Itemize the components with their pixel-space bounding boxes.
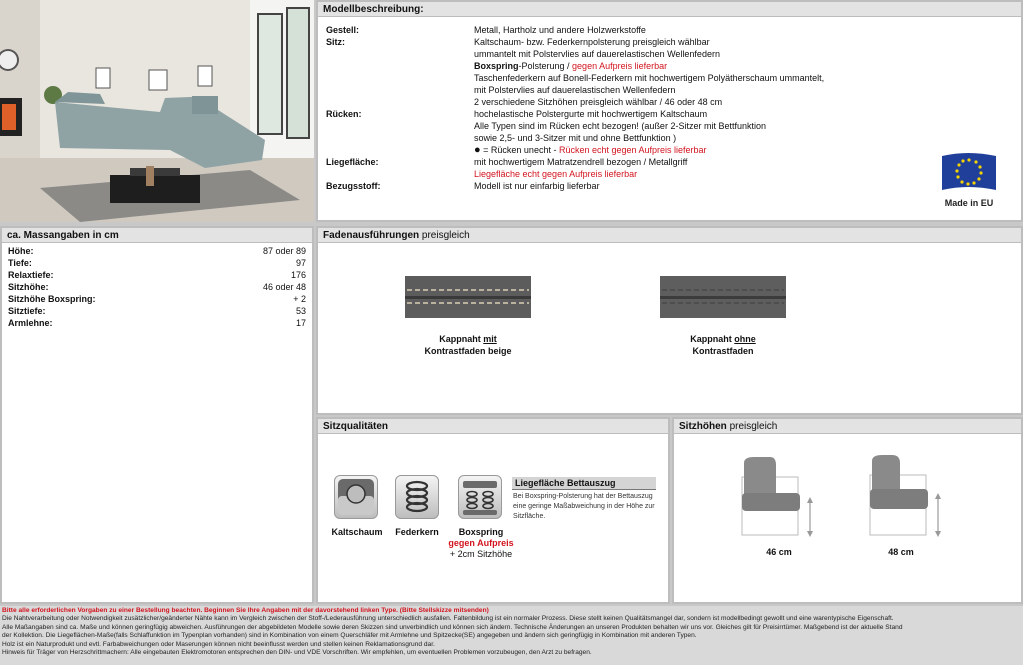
boxspring-icon — [458, 475, 502, 519]
row-line: Metall, Hartholz und andere Holzwerkstoffe — [474, 25, 646, 35]
description-rows — [326, 24, 886, 192]
dimension-row — [8, 305, 306, 317]
dimension-label: Relaxtiefe: — [8, 270, 54, 280]
row-value — [474, 108, 886, 156]
option-emphasis: mit — [483, 334, 497, 344]
row-line — [474, 60, 886, 72]
seat-heights-title-suffix: preisgleich — [729, 421, 778, 432]
model-description-panel — [316, 0, 1023, 222]
bullet-dot-icon: ● — [474, 144, 481, 156]
option-line: Kontrastfaden beige — [424, 346, 512, 356]
surcharge-note: Liegefläche echt gegen Aufpreis lieferbar — [474, 169, 638, 179]
thread-swatch-contrast — [405, 276, 531, 318]
seat-heights-title-bold: Sitzhöhen — [679, 421, 727, 432]
thread-option-contrast-label — [398, 333, 538, 357]
thread-title-suffix: preisgleich — [421, 230, 470, 241]
row-line: mit hochwertigem Matratzendrell bezogen / Metallgriff — [474, 157, 688, 167]
model-description-title: Modellbeschreibung: — [318, 2, 1021, 17]
row-line: mit Polstervlies auf dauerelastischen Wellenfedern — [474, 85, 676, 95]
seat-height-48-icon — [864, 455, 954, 539]
cold-foam-icon — [334, 475, 378, 519]
row-line: 2 verschiedene Sitzhöhen preisgleich wählbar / 46 oder 48 cm — [474, 97, 723, 107]
row-line: Taschenfederkern auf Bonell-Federkern mit hochwertigem Polyätherschaum ummantelt, — [474, 73, 825, 83]
boxspring-height-note: + 2cm Sitzhöhe — [449, 549, 513, 559]
seat-qualities-title: Sitzqualitäten — [318, 419, 668, 434]
dimension-label: Sitzhöhe Boxspring: — [8, 294, 96, 304]
row-bezugsstoff — [326, 180, 886, 192]
footer-line: Alle Maßangaben sind ca. Maße und können geringfügig abweichen. Ausführungen der abgebildeten Modelle sowie deren Skizzen sind unverbindlich und können sich ändern. Technische Änderungen an unseren Produkten behalten wir uns vor. Gleiches gilt für Preisirrtümer. Maßgebend ist der aktuelle Stand — [2, 623, 903, 631]
dimensions-title: ca. Massangaben in cm — [2, 228, 312, 243]
row-gestell — [326, 24, 886, 36]
made-in-eu-label: Made in EU — [944, 198, 994, 208]
dimension-value: 53 — [295, 306, 306, 316]
boxspring-word: Boxspring — [474, 61, 519, 71]
dimension-value: 97 — [295, 258, 306, 268]
dimension-label: Höhe: — [8, 246, 34, 256]
seat-qualities-panel — [316, 417, 670, 604]
dimension-value: 87 oder 89 — [262, 246, 306, 256]
quality-label: Kaltschaum — [331, 527, 383, 537]
footer-line: Hinweis für Träger von Herzschrittmachern: Alle eingebauten Elektromotoren entsprechen den DIN- und VDE Vorschriften. Wir empfehlen, um eventuellen Problemen vorzubeugen, den Arzt zu befragen. — [2, 649, 592, 657]
row-ruecken — [326, 108, 886, 156]
row-value — [474, 24, 886, 36]
surcharge-note: Rücken echt gegen Aufpreis lieferbar — [558, 145, 707, 155]
spring-core-icon — [395, 475, 439, 519]
seat-heights-panel — [672, 417, 1023, 604]
footer-line: Holz ist ein Naturprodukt und evtl. Farbabweichungen oder Maserungen können nicht beeinflusst werden und stellen keinen Reklamationsgrund dar. — [2, 640, 435, 648]
option-line — [653, 333, 793, 345]
surcharge-note: gegen Aufpreis lieferbar — [572, 61, 668, 71]
row-line: sowie 2,5- und 3-Sitzer mit und ohne Bettfunktion ) — [474, 133, 677, 143]
dimension-label: Tiefe: — [8, 258, 32, 268]
row-line: Modell ist nur einfarbig lieferbar — [474, 181, 600, 191]
row-line-text: = Rücken unecht - — [480, 145, 559, 155]
quality-label: Boxspring — [458, 527, 504, 537]
dimension-row — [8, 281, 306, 293]
option-line — [398, 333, 538, 345]
product-photo — [0, 0, 314, 222]
dimension-row — [8, 269, 306, 281]
dimension-label: Sitzhöhe: — [8, 282, 49, 292]
row-liegeflaeche — [326, 156, 886, 180]
row-line-text: -Polsterung / — [518, 61, 573, 71]
row-line: Alle Typen sind im Rücken echt bezogen! (außer 2-Sitzer mit Bettfunktion — [474, 121, 766, 131]
dimension-row — [8, 293, 306, 305]
row-line: ummantelt mit Polstervlies auf dauerelastischen Wellenfedern — [474, 49, 720, 59]
dimension-value: 17 — [295, 318, 306, 328]
footer-line: der Kollektion. Die Liegeflächen-Maße(falls Schlaffunktion im Typenplan vorhanden) sind in Kombination von einem Querschläfer mit Armlehne und Spitzecke(SE) angegeben und ändern sich geringfügig in Kombination mit anderen Typen. — [2, 632, 697, 640]
row-value — [474, 156, 886, 180]
footer-order-note: Bitte alle erforderlichen Vorgaben zu einer Bestellung beachten. Beginnen Sie Ihre Angaben mit der davorstehend linken Type. (Bitte Stellskizze mitsenden) — [2, 607, 489, 614]
dimension-row — [8, 245, 306, 257]
footer-notes — [0, 606, 1023, 665]
row-key: Liegefläche: — [326, 157, 379, 167]
option-text: Kappnaht — [439, 334, 484, 344]
seat-height-label: 46 cm — [766, 547, 792, 557]
bed-extension-title: Liegefläche Bettauszug — [512, 477, 656, 490]
option-text: Kappnaht — [690, 334, 735, 344]
dimensions-panel — [0, 226, 314, 604]
dimension-value: 176 — [290, 270, 306, 280]
option-line: Kontrastfaden — [692, 346, 754, 356]
seat-height-label: 48 cm — [888, 547, 914, 557]
bed-extension-note — [512, 477, 656, 524]
row-sitz — [326, 36, 886, 108]
row-key: Sitz: — [326, 37, 345, 47]
boxspring-quality — [446, 527, 516, 560]
thread-swatch-plain — [660, 276, 786, 318]
row-line: hochelastische Polstergurte mit hochwertigem Kaltschaum — [474, 109, 708, 119]
row-line: Kaltschaum- bzw. Federkernpolsterung preisgleich wählbar — [474, 37, 710, 47]
row-key: Gestell: — [326, 25, 360, 35]
footer-line: Die Nahtverarbeitung oder Notwendigkeit zusätzlicher/geänderter Nähte kann im Vergleich zwischen der Stoff-/Lederausführung unterschiedlich ausfallen. Faltenbildung ist ein normaler Prozess. Diese stellt keinen Qualitätsmangel dar, sondern ist modellbedingt gewollt und eine warentypische Eigenschaft. — [2, 615, 894, 623]
dimension-value: + 2 — [293, 294, 306, 304]
row-key: Bezugsstoff: — [326, 181, 381, 191]
row-value — [474, 180, 886, 192]
dimension-label: Armlehne: — [8, 318, 53, 328]
seat-height-46-icon — [736, 457, 826, 539]
thread-title-bold: Fadenausführungen — [323, 230, 420, 241]
row-value — [474, 36, 886, 108]
dimension-row — [8, 257, 306, 269]
option-emphasis: ohne — [734, 334, 756, 344]
seat-heights-title — [674, 419, 1021, 434]
made-in-eu-badge — [935, 150, 1003, 208]
boxspring-surcharge: gegen Aufpreis — [448, 538, 514, 548]
row-key: Rücken: — [326, 109, 362, 119]
row-line — [474, 144, 886, 156]
dimension-value: 46 oder 48 — [262, 282, 306, 292]
bed-extension-text: Bei Boxspring-Polsterung hat der Bettauszug eine geringe Maßabweichung in der Höhe zur Sitzfläche. — [513, 493, 655, 520]
eu-flag-icon — [938, 150, 1000, 194]
dimension-row — [8, 317, 306, 329]
thread-option-plain-label — [653, 333, 793, 357]
dimension-label: Sitztiefe: — [8, 306, 46, 316]
thread-options-title — [318, 228, 1021, 243]
quality-label: Federkern — [395, 527, 439, 537]
dimensions-list — [2, 243, 312, 331]
thread-options-panel — [316, 226, 1023, 415]
